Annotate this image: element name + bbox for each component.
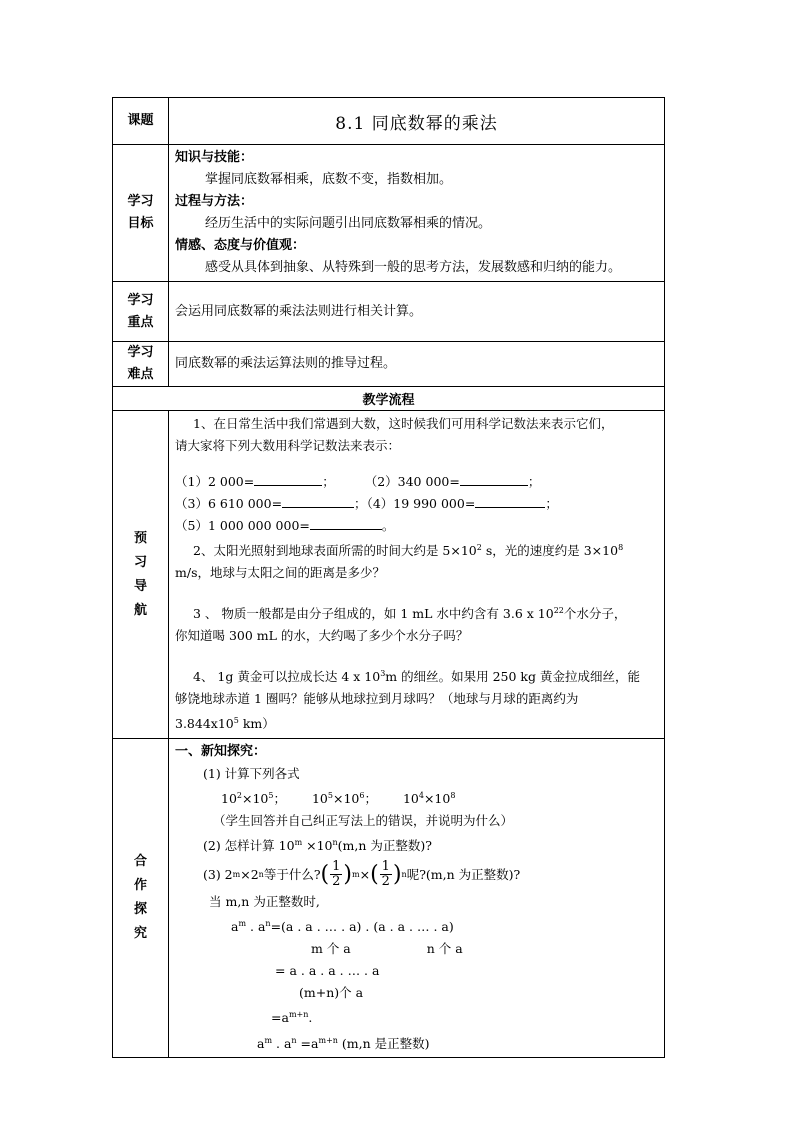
goals-heading-knowledge: 知识与技能： xyxy=(175,150,254,165)
answer-blank-2[interactable] xyxy=(460,485,528,486)
goals-row xyxy=(113,145,665,282)
preview-q1-line1: 1、在日常生活中我们常遇到大数，这时候我们可用科学记数法来表示它们， xyxy=(193,416,614,431)
fraction-one-half-2: $\frac{1}{2}$ xyxy=(381,858,390,889)
explore-note: （学生回答并自己纠正写法上的错误，并说明为什么） xyxy=(213,813,514,829)
key-points-text: 会运用同底数幂的乘法法则进行相关计算。 xyxy=(169,282,665,342)
explore-p1: (1) 计算下列各式 xyxy=(203,766,300,781)
explore-heading: 一、新知探究： xyxy=(175,744,267,759)
goals-label: 学习 目标 xyxy=(113,145,169,282)
preview-items-row3: （5）1 000 000 000= 。 xyxy=(175,518,395,533)
key-points-row xyxy=(113,282,665,342)
derivation-line3: = a . a . a . … . a xyxy=(275,963,380,979)
derivation-line5: $=a^{m+n}$. xyxy=(271,1010,313,1026)
goals-content xyxy=(169,145,665,282)
preview-row xyxy=(113,411,665,739)
preview-q2-line1: 2、太阳光照射到地球表面所需的时间大约是 $5\times 10^2$ s，光的速度约是 $3\times 10^8$ xyxy=(193,543,624,559)
explore-row xyxy=(113,739,665,1058)
preview-q4-line2: 够饶地球赤道 1 圈吗？能够从地球拉到月球吗？（地球与月球的距离约为 xyxy=(175,691,579,707)
preview-q4-line1: 4、 1g 黄金可以拉成长达 4 x $10^3m$ 的细丝。如果用 250 kg 黄金拉成细丝，能 xyxy=(193,669,640,685)
derivation-line2: m 个 a n 个 a xyxy=(311,941,463,957)
preview-items-row2: （3）6 610 000= ；（4）19 990 000= ； xyxy=(175,496,558,511)
derivation-line4: (m+n)个 a xyxy=(299,985,364,1001)
answer-blank-3[interactable] xyxy=(282,507,354,508)
preview-q4-line3: $3.844x10^5$ km） xyxy=(175,716,275,732)
difficulties-row xyxy=(113,342,665,387)
goals-text-knowledge: 掌握同底数幂相乘，底数不变，指数相加。 xyxy=(205,172,453,187)
goals-text-process: 经历生活中的实际问题引出同底数幂相乘的情况。 xyxy=(205,216,492,231)
preview-q1-line2: 请大家将下列大数用科学记数法来表示： xyxy=(175,438,401,453)
answer-blank-5[interactable] xyxy=(310,529,382,530)
preview-content xyxy=(169,411,665,739)
key-points-label: 学习 重点 xyxy=(113,282,169,342)
explore-when: 当 m,n 为正整数时, xyxy=(209,894,320,910)
explore-label: 合 作 探 究 xyxy=(113,739,169,1058)
derivation-result: $a^m$ . $a^n =a^{m+n}$ (m,n 是正整数) xyxy=(257,1035,430,1051)
fraction-one-half: $\frac{1}{2}$ xyxy=(332,858,341,889)
explore-p3: (3) 2 m ×2 n 等于什么? ( $\frac{1}{2}$ ) m × ( $\frac{1}{2}$ ) n 呢?(m,n 为正整数)? xyxy=(203,858,521,889)
answer-blank-1[interactable] xyxy=(254,485,322,486)
derivation-line1: $a^m$ . $a^n=(a$ . a . … . a) . (a . a . … . a) xyxy=(231,919,454,935)
flow-header-row xyxy=(113,387,665,411)
explore-content xyxy=(169,739,665,1058)
explore-p2: (2) 怎样计算 $10^m \times 10^n(m,n$ 为正整数)? xyxy=(203,838,432,854)
answer-blank-4[interactable] xyxy=(475,507,545,508)
preview-q2-line2: m/s，地球与太阳之间的距离是多少？ xyxy=(175,565,385,581)
lesson-plan-table xyxy=(112,97,665,1058)
goals-heading-process: 过程与方法： xyxy=(175,194,254,209)
preview-q3-line2: 你知道喝 300 mL 的水，大约喝了多少个水分子吗？ xyxy=(175,628,469,644)
title-row xyxy=(113,98,665,145)
goals-heading-attitude: 情感、态度与价值观： xyxy=(175,238,306,253)
lesson-title: 8.1 同底数幂的乘法 xyxy=(169,98,665,145)
difficulties-text: 同底数幂的乘法运算法则的推导过程。 xyxy=(169,342,665,387)
preview-q3-line1: 3 、 物质一般都是由分子组成的，如 1 mL 水中约含有 3.6 x $10^{22}$个水分子， xyxy=(193,606,627,622)
flow-header: 教学流程 xyxy=(113,387,665,411)
difficulties-label: 学习 难点 xyxy=(113,342,169,387)
title-label: 课题 xyxy=(113,98,169,145)
goals-text-attitude: 感受从具体到抽象、从特殊到一般的思考方法，发展数感和归纳的能力。 xyxy=(205,260,622,275)
preview-items-row1: （1）2 000= ； （2）340 000= ； xyxy=(175,474,541,489)
preview-label: 预 习 导 航 xyxy=(113,411,169,739)
explore-calcs: $10^2\times 10^5$； $10^5\times 10^6$； $10^4\times 10^8$ xyxy=(221,791,456,807)
